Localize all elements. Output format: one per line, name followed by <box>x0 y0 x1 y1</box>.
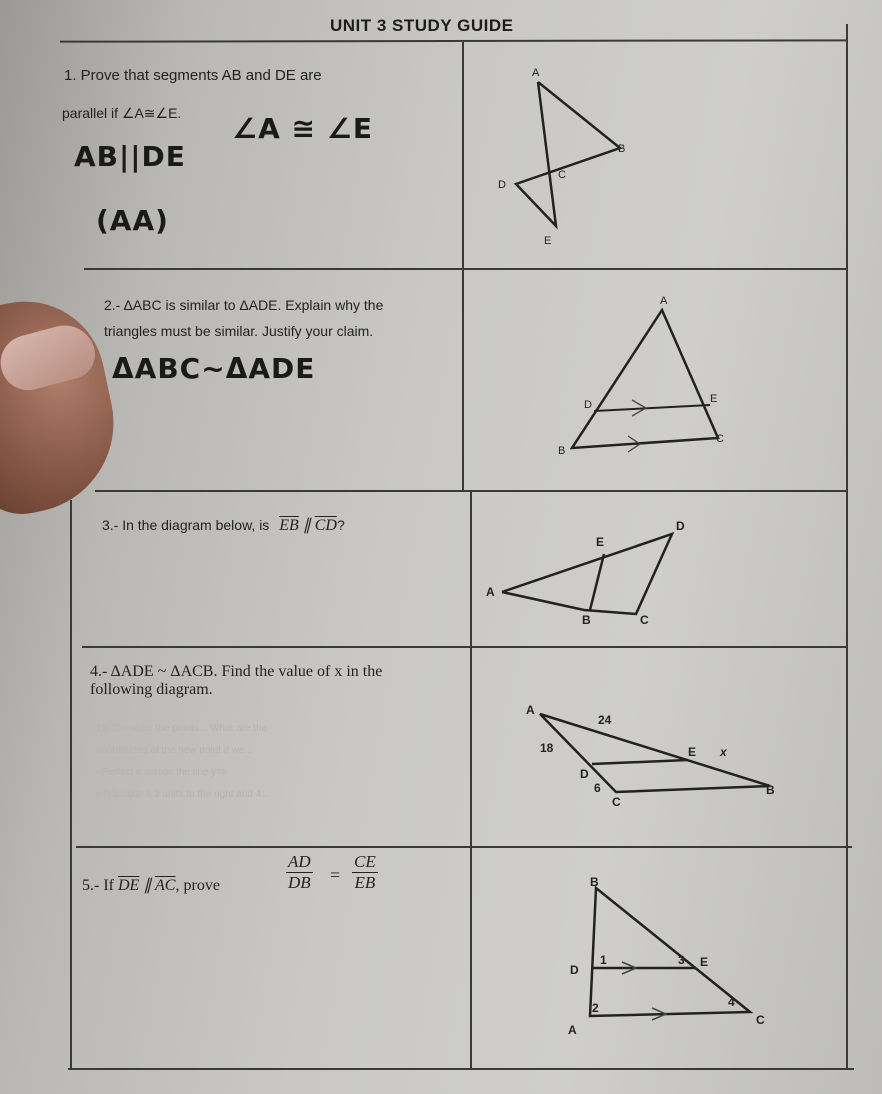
q5-parallel-symbol: ∥ <box>143 877 152 894</box>
q1-label-a: A <box>532 67 540 79</box>
q3-prompt <box>102 516 345 535</box>
q1-label-d: D <box>498 179 506 191</box>
column-divider-bottom <box>470 490 472 1070</box>
q4-label-b: B <box>766 783 775 797</box>
q2-segment-de <box>594 405 710 411</box>
row-divider-3 <box>82 646 848 648</box>
q4-label-a: A <box>526 703 535 717</box>
q2-diagram <box>552 296 732 466</box>
row-divider-4 <box>76 846 852 848</box>
q3-label-e: E <box>596 535 605 549</box>
q1-line1: 1. Prove that segments AB and DE are <box>64 67 322 84</box>
q2-handwritten-answer: ΔABC~ΔADE <box>112 352 316 385</box>
q5-triangle-abc <box>590 888 750 1016</box>
q2-label-a: A <box>660 295 668 307</box>
q5-segment-ac: $\overline{AC}$ <box>155 877 176 894</box>
q5-label-e: E <box>700 955 709 969</box>
q3-text: 3.- In the diagram below, is <box>102 517 270 533</box>
q5-prompt <box>82 876 220 895</box>
q3-label-d: D <box>676 519 685 533</box>
q3-label-a: A <box>486 585 495 599</box>
q2-line2: triangles must be similar. Justify your claim. <box>104 323 374 339</box>
q5-num1: AD <box>288 852 311 871</box>
q1-diagram <box>490 62 630 262</box>
q4-label-18: 18 <box>540 741 554 755</box>
q5-label-2: 2 <box>592 1001 599 1015</box>
q3-diagram <box>480 516 700 636</box>
q1-label-c: C <box>558 169 566 181</box>
q5-prefix: 5.- If <box>82 877 114 894</box>
q4-label-x: x <box>720 745 727 759</box>
q5-label-d: D <box>570 963 579 977</box>
q2-line1: 2.- ΔABC is similar to ΔADE. Explain why the <box>104 297 384 313</box>
q5-num2: CE <box>354 852 376 871</box>
q4-label-24: 24 <box>598 713 612 727</box>
q5-equals: = <box>330 865 341 885</box>
q5-fraction-left <box>286 852 313 893</box>
q3-segment-cd: $\overline{CD}$ <box>314 517 337 534</box>
q1-line2: parallel if ∠A≅∠E. <box>62 105 182 121</box>
q4-triangle-acb <box>540 714 770 792</box>
q4-label-e: E <box>688 745 697 759</box>
q2-label-d: D <box>584 399 592 411</box>
q5-den2: EB <box>354 873 376 892</box>
q5-segment-de: $\overline{DE}$ <box>117 877 140 894</box>
q4-segment-de <box>592 760 688 764</box>
q5-label-4: 4 <box>728 995 735 1009</box>
q2-label-e: E <box>710 393 718 405</box>
q1-handwritten-parallel: AB||DE <box>74 140 186 173</box>
q4-line1: 4.- ΔADE ~ ΔACB. Find the value of x in the <box>90 663 383 680</box>
q5-fraction-right <box>352 852 378 893</box>
q1-handwritten-reason: (AA) <box>96 204 169 237</box>
q4-label-c: C <box>612 795 621 809</box>
q4-label-d: D <box>580 767 589 781</box>
table-right-border <box>846 24 848 1070</box>
q5-label-b: B <box>590 875 599 889</box>
q4-label-6: 6 <box>594 781 601 795</box>
column-divider-top <box>462 42 464 490</box>
q2-triangle-abc <box>572 310 718 448</box>
q5-den1: DB <box>288 873 311 892</box>
q3-segment-eb: $\overline{EB}$ <box>279 517 299 534</box>
q5-prove: , prove <box>175 877 220 894</box>
q3-label-c: C <box>640 613 649 627</box>
q2-label-c: C <box>716 433 724 445</box>
table-bottom-border <box>68 1068 854 1070</box>
q4-diagram <box>520 700 790 810</box>
q3-triangle <box>502 534 672 614</box>
q1-segment-abce <box>516 82 620 226</box>
q1-label-e: E <box>544 235 552 247</box>
q5-label-1: 1 <box>600 953 607 967</box>
page-title: UNIT 3 STUDY GUIDE <box>330 16 514 35</box>
q3-parallel-symbol: ∥ <box>302 517 311 534</box>
q3-question-mark: ? <box>336 517 345 533</box>
q5-label-c: C <box>756 1013 765 1027</box>
q3-label-b: B <box>582 613 591 627</box>
table-left-border <box>70 500 72 1070</box>
q4-line2: following diagram. <box>90 681 213 698</box>
q2-label-b: B <box>558 445 566 457</box>
faint-bleed-text: 12. Consider the points... What are the coordinates of the new point if we... • Reflect it across the line y=x • Translate it 3 units to the right and 4... <box>96 723 270 800</box>
q1-label-b: B <box>618 143 626 155</box>
q5-label-3: 3 <box>678 953 685 967</box>
q1-handwritten-angles: ∠A ≅ ∠E <box>232 112 373 145</box>
q5-diagram <box>560 874 780 1044</box>
row-divider-1 <box>84 268 846 270</box>
q5-label-a: A <box>568 1023 577 1037</box>
